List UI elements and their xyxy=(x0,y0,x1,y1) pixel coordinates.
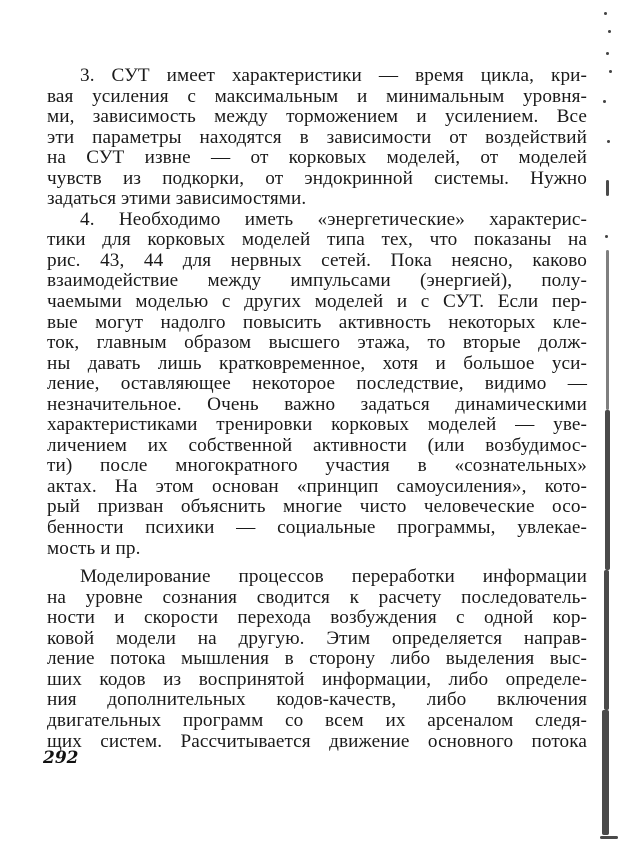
text-line: щих систем. Рассчитывается движение основного потока xyxy=(47,730,587,752)
text-line: чаемыми моделью с других моделей и с СУТ. Если пер- xyxy=(47,291,587,313)
text-line: взаимодействие между импульсами (энергией), полу- xyxy=(47,270,587,292)
text-line: мость и пр. xyxy=(47,537,141,559)
text-line: рис. 43, 44 для нервных сетей. Пока неясно, каково xyxy=(47,249,587,271)
text-line: ми, зависимость между торможением и усилением. Все xyxy=(47,106,587,128)
text-line: ния дополнительных кодов-качеств, либо включения xyxy=(47,689,587,711)
text-line: ности и скорости перехода возбуждения с одной кор- xyxy=(47,607,587,629)
paragraph-item-5 xyxy=(47,567,587,752)
text-line: тики для корковых моделей типа тех, что показаны на xyxy=(47,229,587,251)
page-body-text xyxy=(47,66,587,752)
text-line: ти) после многократного участия в «сознательных» xyxy=(47,455,587,477)
text-line: ших кодов из воспринятой информации, либо определе- xyxy=(47,668,587,690)
text-line: Моделирование процессов переработки информации xyxy=(80,566,587,588)
text-line: вые могут надолго повысить активность некоторых кле- xyxy=(47,311,587,333)
text-line: вая усиления с максимальным и минимальным уровня- xyxy=(47,85,587,107)
text-line: ление потока мышления в сторону либо выделения выс- xyxy=(47,648,587,670)
text-line: личением их собственной активности (или возбудимос- xyxy=(47,434,587,456)
text-line: бенности психики — социальные программы, увлекае- xyxy=(47,517,587,539)
text-line: чувств из подкорки, от эндокринной системы. Нужно xyxy=(47,167,587,189)
text-line: ток, главным образом высшего этажа, то вторые долж- xyxy=(47,332,587,354)
text-line: 3. СУТ имеет характеристики — время цикла, кри- xyxy=(80,65,587,86)
text-line: характеристиками тренировки корковых моделей — уве- xyxy=(47,414,587,436)
text-line: ление, оставляющее некоторое последствие, видимо — xyxy=(47,373,587,395)
text-line: 4. Необходимо иметь «энергетические» характерис- xyxy=(80,208,587,230)
page-number: 292 xyxy=(43,748,79,768)
text-line: актах. На этом основан «принцип самоусиления», кото- xyxy=(47,475,587,497)
text-line: ны давать лишь кратковременное, хотя и большое уси- xyxy=(47,352,587,374)
text-line: рый призван объяснить многие чисто человеческие осо- xyxy=(47,496,587,518)
scan-binding-edge xyxy=(600,0,620,846)
text-line: ковой модели на другую. Этим определяется направ- xyxy=(47,627,587,649)
text-line: на уровне сознания сводится к расчету последователь- xyxy=(47,586,587,608)
paragraph-item-4 xyxy=(47,210,587,559)
paragraph-item-3 xyxy=(47,66,587,210)
text-line: эти параметры находятся в зависимости от воздействий xyxy=(47,126,587,148)
text-line: задаться этими зависимостями. xyxy=(47,188,307,210)
text-line: незначительное. Очень важно задаться динамическими xyxy=(47,393,587,415)
text-line: на СУТ извне — от корковых моделей, от моделей xyxy=(47,147,587,169)
text-line: двигательных программ со всем их арсеналом следя- xyxy=(47,709,587,731)
